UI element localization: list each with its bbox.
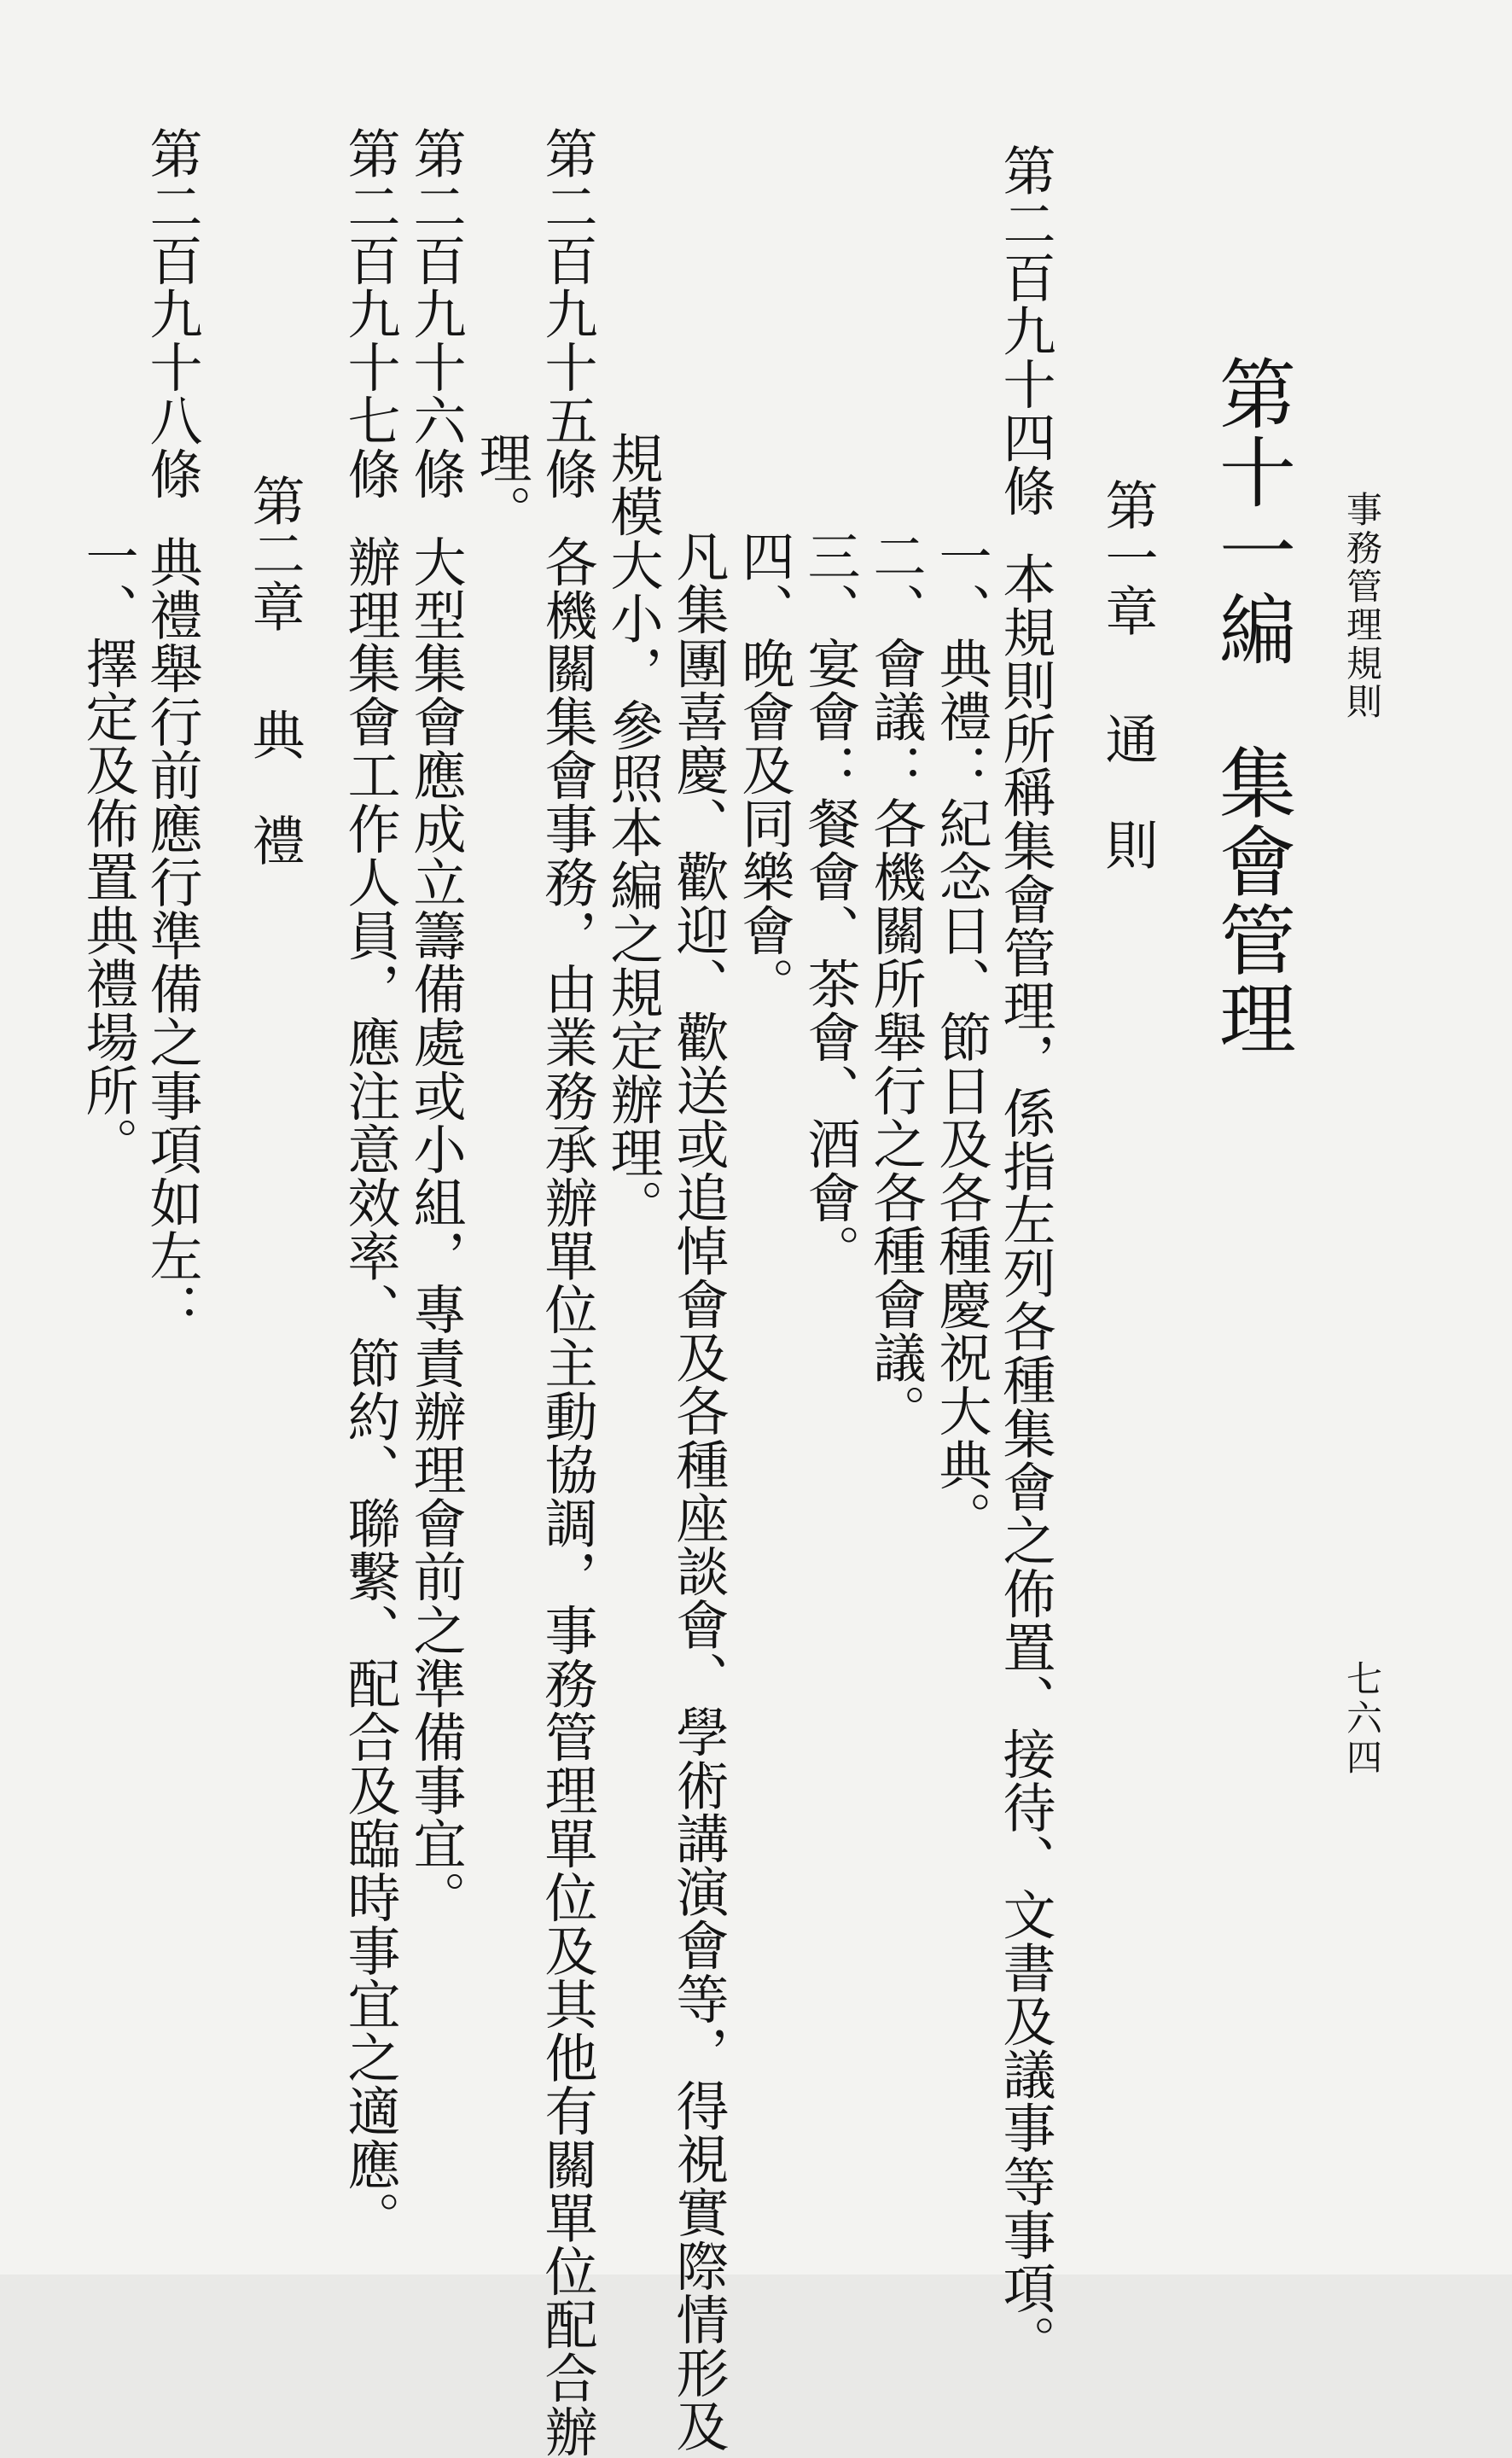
article-294-item: 凡集團喜慶、歡迎、歡送或追悼會及各種座談會、學術講演會等，得視實際情形及 (667, 529, 730, 2453)
article-294-text: 本規則所稱集會管理，係指左列各種集會之佈置、接待、文書及議事等事項。 (994, 551, 1056, 2368)
page-number: 七六四 (1341, 1660, 1383, 1778)
article-294-item: 一、典禮：紀念日、節日及各種慶祝大典。 (930, 529, 992, 1545)
article-298 (141, 126, 203, 1337)
part-title (1206, 354, 1295, 1057)
article-294-item: 二、會議：各機關所舉行之各種會議。 (864, 529, 927, 1438)
chapter-2-heading (243, 474, 305, 866)
chapter-1-name: 通 則 (1096, 712, 1159, 871)
article-298-label: 第二百九十八條 (141, 126, 203, 501)
article-298-item: 一、擇定及佈置典禮場所。 (77, 529, 139, 1171)
article-297 (339, 126, 401, 2245)
chapter-1-heading (1096, 478, 1159, 871)
article-295 (536, 126, 598, 2458)
article-297-label: 第二百九十七條 (339, 126, 401, 501)
article-294-item: 四、晚會及同樂會。 (733, 529, 795, 1011)
article-294 (994, 143, 1056, 2368)
running-header: 事務管理規則 (1341, 491, 1383, 721)
article-296-text: 大型集會應成立籌備處或小組，專責辦理會前之準備事宜。 (404, 534, 467, 1924)
chapter-1-number: 第一章 (1096, 478, 1159, 637)
article-294-item: 規模大小，參照本編之規定辦理。 (602, 431, 664, 1232)
part-number: 第十一編 (1206, 354, 1295, 668)
article-295-text: 各機關集會事務，由業務承辦單位主動協調，事務管理單位及其他有關單位配合辦 (536, 534, 598, 2458)
article-296 (404, 126, 467, 1924)
article-296-label: 第二百九十六條 (404, 126, 467, 501)
article-294-label: 第二百九十四條 (994, 143, 1056, 518)
article-295-label: 第二百九十五條 (536, 126, 598, 501)
chapter-2-number: 第二章 (243, 474, 305, 632)
article-298-text: 典禮舉行前應行準備之事項如左： (141, 534, 203, 1337)
article-297-text: 辦理集會工作人員，應注意效率、節約、聯繫、配合及臨時事宜之適應。 (339, 534, 401, 2245)
chapter-2-name: 典 禮 (243, 708, 305, 866)
part-name: 集會管理 (1206, 743, 1295, 1057)
article-295-continuation: 理。 (470, 431, 532, 539)
article-294-item: 三、宴會：餐會、茶會、酒會。 (799, 529, 861, 1278)
